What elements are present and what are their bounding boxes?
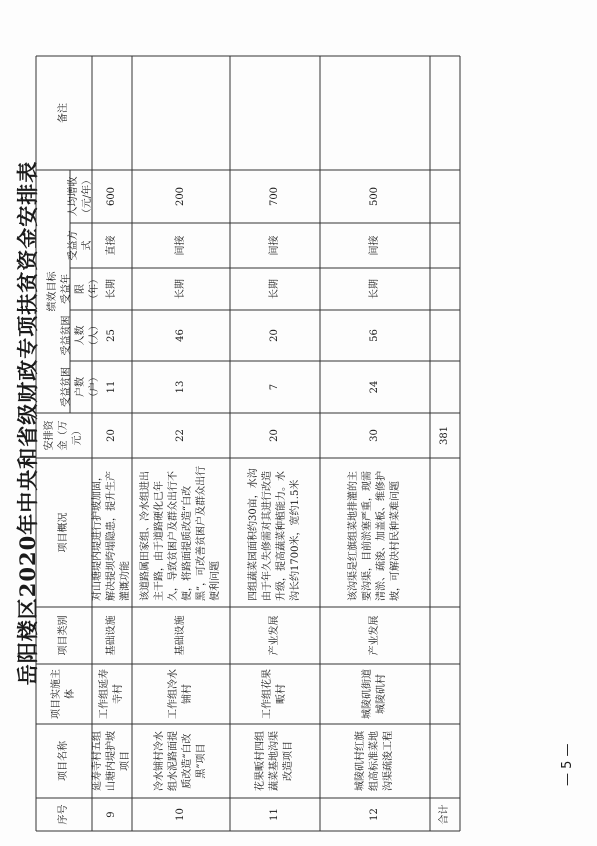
table-row-term: 长期 — [269, 279, 280, 299]
header-people: 受益贫困人数（人） — [61, 315, 100, 356]
table-row-seq: 9 — [106, 811, 117, 818]
table-row-funds: 22 — [175, 429, 186, 442]
table-row-people: 46 — [175, 329, 186, 342]
table-row-people: 56 — [369, 329, 380, 342]
table-row-funds: 30 — [369, 429, 380, 442]
table-row-method: 间接 — [175, 235, 186, 256]
header-overview: 项目概况 — [58, 512, 69, 553]
document-title: 岳阳楼区2020年中央和省级财政专项扶贫资金安排表 — [15, 160, 40, 686]
table-row-project-name: 冷水铺村冷水组水泥路面提质改造“白改黑”项目 — [154, 731, 207, 791]
page-number: — 5 — — [560, 743, 575, 786]
table-row-implementer: 工作组花果畈村 — [262, 669, 287, 719]
table-row-implementer: 工作组延寿寺村 — [99, 669, 124, 719]
table-row-overview: 该道路属田家组、冷水组进出主干路，由于道路硬化已年久，导致贫困户及群众出行不便，将路面提质改造“白改黑”，可改善贫困户及群众出行便利问题 — [140, 465, 221, 601]
table-row-income: 700 — [269, 186, 280, 207]
table-row-funds: 20 — [269, 429, 280, 442]
table-row-category: 基础设施 — [106, 615, 117, 656]
header-seq: 序号 — [58, 804, 69, 825]
table-row-income: 500 — [369, 186, 380, 207]
table-row-implementer: 城陵矶街道城陵矶村 — [362, 669, 387, 719]
table-row-term: 长期 — [175, 279, 186, 299]
header-performance-goals: 绩效目标 — [47, 271, 58, 312]
header-category: 项目类别 — [58, 615, 69, 656]
table-row-term: 长期 — [369, 279, 380, 299]
table-row-remark — [92, 56, 132, 170]
table-row-people: 20 — [269, 329, 280, 342]
table-row-income: 600 — [106, 186, 117, 207]
header-households: 受益贫困户数（户） — [61, 367, 100, 407]
table-row-households: 7 — [269, 383, 280, 391]
table-row-project-name: 延寿寺村五组山塘内堤护坡项目 — [92, 731, 131, 791]
table-row-households: 11 — [106, 380, 117, 394]
table-row-remark — [320, 56, 430, 170]
table-row-households: 24 — [369, 380, 380, 394]
table-row-overview: 对山塘堤内堤进行护坡加固，解决提坝垮塌隐患，提升生产灌溉功能 — [92, 471, 131, 601]
header-method: 受益方式 — [68, 230, 93, 261]
table-row-remark — [230, 56, 320, 170]
table-row-method: 间接 — [269, 235, 280, 256]
header-implementer: 项目实施主体 — [51, 669, 76, 719]
table-row-method: 间接 — [369, 235, 380, 256]
table-row-income: 200 — [175, 186, 186, 207]
table-row-method: 直接 — [106, 235, 117, 256]
table-row-funds: 20 — [106, 429, 117, 442]
header-income: 人均增收（元/年） — [68, 174, 93, 219]
table-row-project-name: 花果畈村四组蔬菜基地沟渠改造项目 — [255, 731, 294, 791]
header-project-name: 项目名称 — [58, 741, 69, 781]
table-row-category: 产业发展 — [369, 615, 380, 656]
table-row-households: 13 — [175, 380, 186, 394]
table-row-remark — [132, 56, 230, 170]
table-row-seq: 12 — [369, 808, 380, 821]
table-row-implementer: 工作组冷水铺村 — [168, 669, 193, 719]
total-label: 合计 — [439, 804, 450, 825]
table-row-term: 长期 — [106, 279, 117, 299]
table-row-seq: 11 — [269, 808, 280, 821]
table-row-people: 25 — [106, 329, 117, 342]
header-term: 受益年限（年） — [61, 274, 100, 304]
table-row-project-name: 城陵矶村红旗组高标准菜地沟渠疏浚工程 — [355, 731, 394, 791]
total-funds: 381 — [439, 425, 450, 446]
table-row-seq: 10 — [175, 808, 186, 821]
table-row-overview: 该沟渠是红旗组菜地排灌的主要沟渠，目前淤塞严重，现需清淤、疏浚、加盖板、维修护坡，可解决村民种菜难问题 — [348, 471, 401, 601]
table-row-category: 基础设施 — [175, 615, 186, 656]
table-row-overview: 四组蔬菜园面积约30亩，水沟由于年久失修需对其进行改造升级，提高蔬菜种植能力。水沟长约1700米，宽约1.5米 — [248, 468, 301, 601]
table-row-category: 产业发展 — [269, 615, 280, 656]
header-funds: 安排资金（万元） — [44, 420, 83, 451]
header-remark: 备注 — [58, 103, 69, 123]
